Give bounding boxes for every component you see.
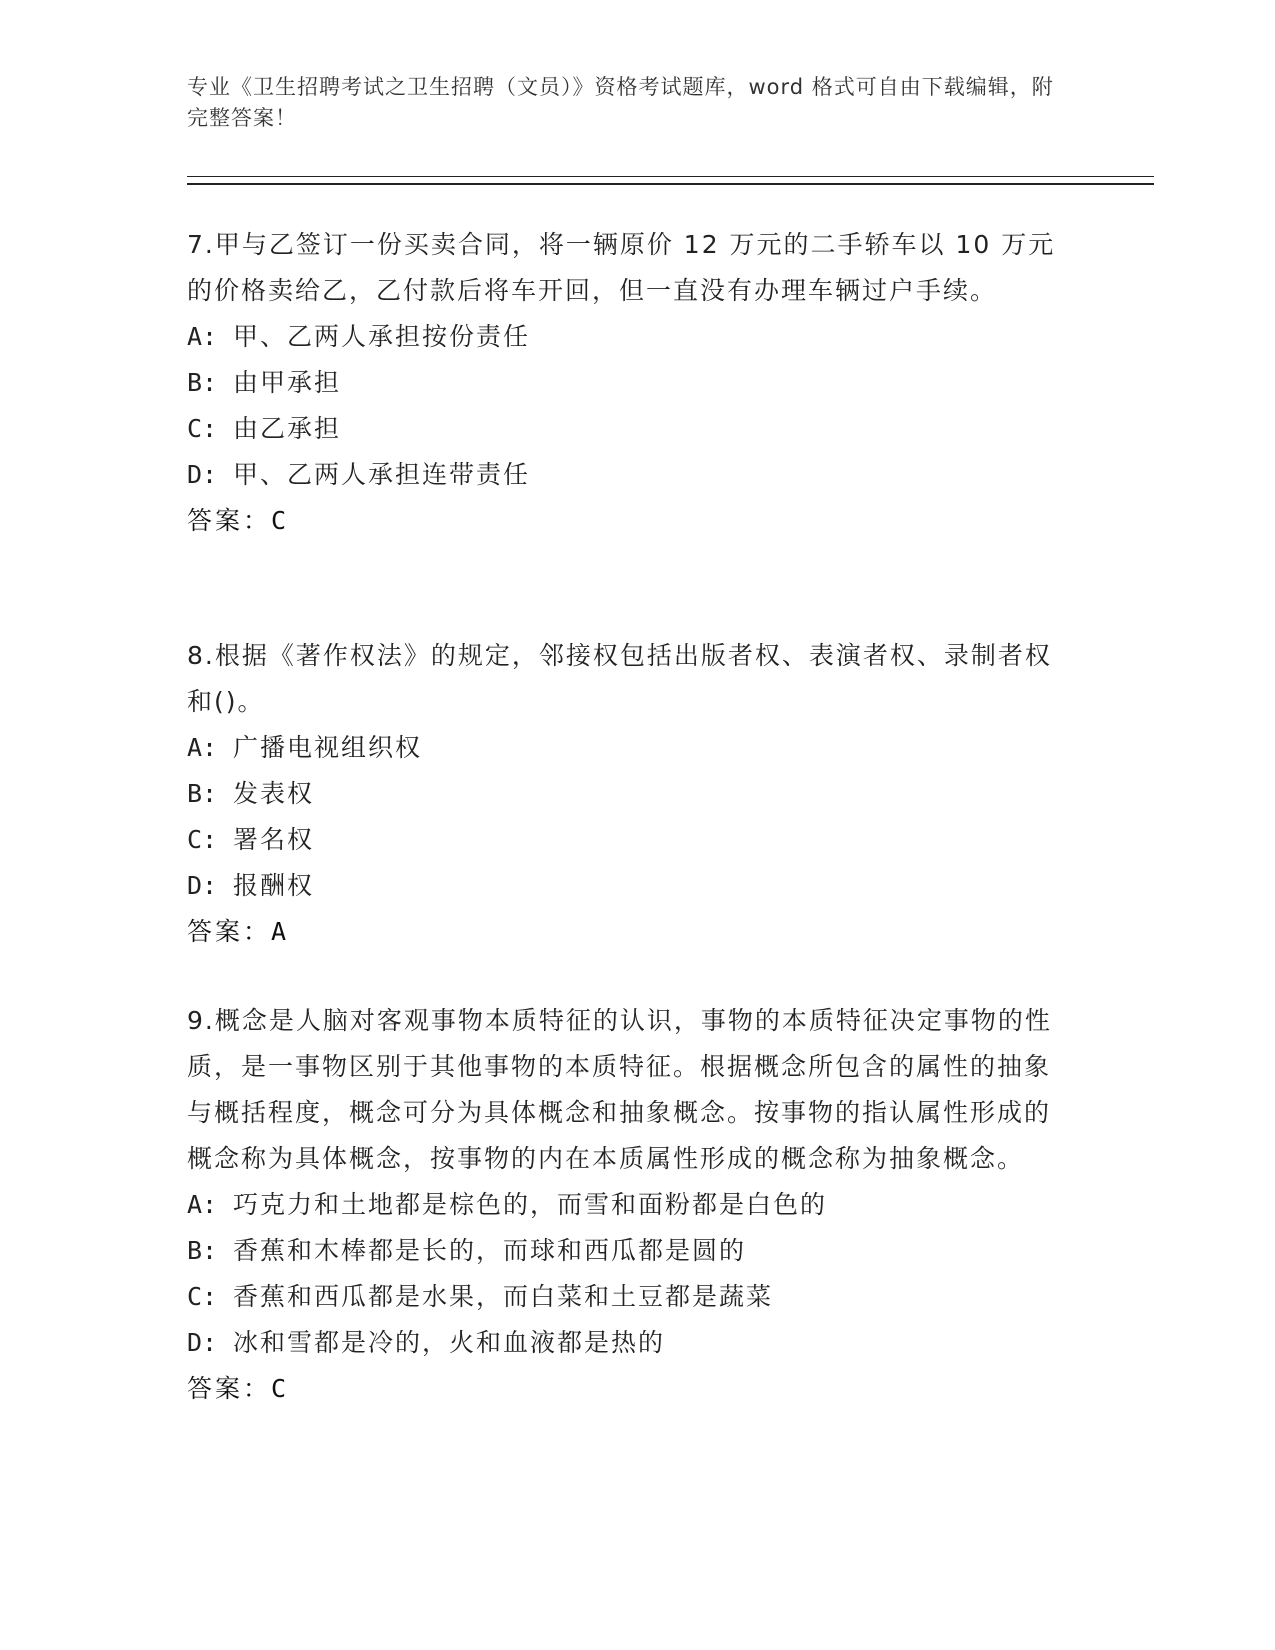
question-stem: 8.根据《著作权法》的规定，邻接权包括出版者权、表演者权、录制者权和()。 — [187, 641, 1052, 716]
option-d — [187, 863, 1067, 909]
answer-label: 答案： — [187, 506, 272, 535]
option-c — [187, 406, 1067, 452]
option-text: 报酬权 — [233, 871, 315, 900]
document-header: 专业《卫生招聘考试之卫生招聘（文员）》资格考试题库，word 格式可自由下载编辑，附完整答案！ — [187, 75, 1054, 130]
header-divider — [187, 176, 1154, 185]
option-c — [187, 817, 1067, 863]
option-text: 甲、乙两人承担按份责任 — [233, 322, 531, 351]
option-d — [187, 1320, 1067, 1366]
option-key: C: — [187, 1282, 218, 1311]
option-text: 甲、乙两人承担连带责任 — [233, 460, 531, 489]
option-text: 冰和雪都是冷的，火和血液都是热的 — [233, 1328, 666, 1357]
option-b — [187, 771, 1067, 817]
option-text: 巧克力和土地都是棕色的，而雪和面粉都是白色的 — [233, 1190, 828, 1219]
option-key: B: — [187, 1236, 218, 1265]
question-stem: 7.甲与乙签订一份买卖合同，将一辆原价 12 万元的二手轿车以 10 万元的价格卖给乙，乙付款后将车开回，但一直没有办理车辆过户手续。 — [187, 230, 1056, 305]
option-key: C: — [187, 414, 218, 443]
answer-line — [187, 909, 1067, 955]
option-key: D: — [187, 460, 218, 489]
answer-label: 答案： — [187, 917, 272, 946]
question-9 — [187, 998, 1067, 1412]
option-key: A: — [187, 1190, 218, 1219]
option-text: 署名权 — [233, 825, 315, 854]
option-key: B: — [187, 368, 218, 397]
option-key: A: — [187, 733, 218, 762]
answer-value: A — [271, 917, 288, 946]
option-key: D: — [187, 1328, 218, 1357]
option-text: 由甲承担 — [233, 368, 342, 397]
option-text: 发表权 — [233, 779, 315, 808]
answer-value: C — [271, 1374, 288, 1403]
option-a — [187, 725, 1067, 771]
option-b — [187, 1228, 1067, 1274]
option-text: 香蕉和西瓜都是水果，而白菜和土豆都是蔬菜 — [233, 1282, 774, 1311]
option-list — [187, 725, 1067, 909]
option-a — [187, 314, 1067, 360]
option-list — [187, 314, 1067, 498]
option-key: B: — [187, 779, 218, 808]
question-7 — [187, 222, 1067, 544]
option-a — [187, 1182, 1067, 1228]
answer-line — [187, 498, 1067, 544]
option-key: A: — [187, 322, 218, 351]
option-key: D: — [187, 871, 218, 900]
question-stem: 9.概念是人脑对客观事物本质特征的认识，事物的本质特征决定事物的性质，是一事物区别于其他事物的本质特征。根据概念所包含的属性的抽象与概括程度，概念可分为具体概念和抽象概念。按事物的指认属性形成的概念称为具体概念，按事物的内在本质属性形成的概念称为抽象概念。 — [187, 1006, 1052, 1173]
option-b — [187, 360, 1067, 406]
option-text: 由乙承担 — [233, 414, 342, 443]
option-key: C: — [187, 825, 218, 854]
option-list — [187, 1182, 1067, 1366]
option-d — [187, 452, 1067, 498]
question-8 — [187, 633, 1067, 955]
answer-line — [187, 1366, 1067, 1412]
answer-value: C — [271, 506, 288, 535]
answer-label: 答案： — [187, 1374, 272, 1403]
option-c — [187, 1274, 1067, 1320]
option-text: 香蕉和木棒都是长的，而球和西瓜都是圆的 — [233, 1236, 747, 1265]
option-text: 广播电视组织权 — [233, 733, 423, 762]
